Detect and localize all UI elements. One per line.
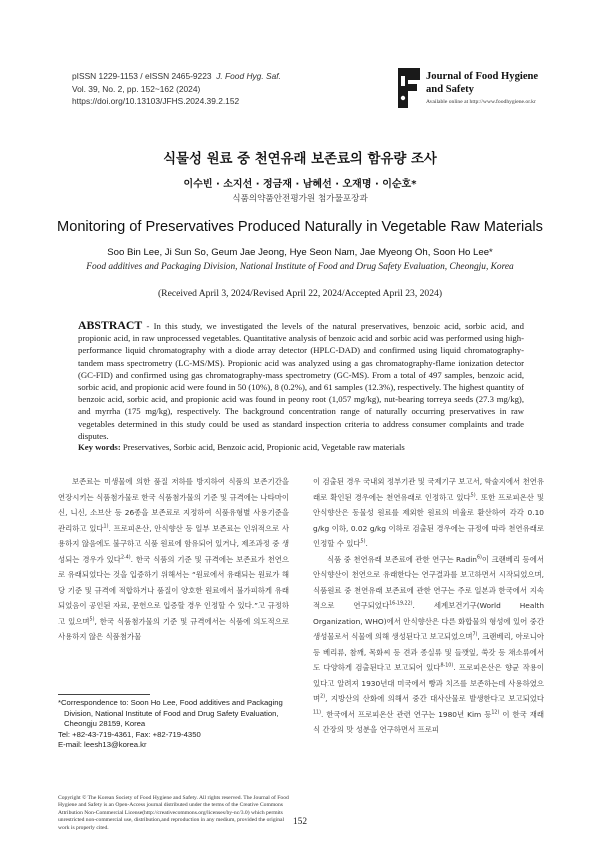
- correspondence-email[interactable]: E-mail: leesh13@korea.kr: [58, 740, 147, 750]
- authors-korean: 이수빈 · 소지선 · 정금재 · 남혜선 · 오재명 · 이순호*: [183, 179, 417, 190]
- citation[interactable]: 5): [89, 617, 95, 623]
- keywords-label: Key words:: [78, 442, 121, 452]
- doi-link[interactable]: https://doi.org/10.13103/JFHS.2024.39.2.152: [72, 96, 240, 106]
- citation[interactable]: 8-10): [440, 663, 454, 669]
- journal-logo: [398, 68, 546, 120]
- citation[interactable]: 2-4): [120, 555, 131, 561]
- abstract: [78, 319, 524, 442]
- body-column-right: [313, 474, 544, 738]
- citation[interactable]: 2): [320, 694, 326, 700]
- journal-url[interactable]: Available online at http://www.foodhygiene.or.kr: [426, 99, 536, 105]
- footnote-divider: [58, 694, 150, 695]
- journal-logo-title: Journal of Food Hygiene and Safety: [426, 71, 539, 95]
- paper-title-english: Monitoring of Preservatives Produced Naturally in Vegetable Raw Materials: [57, 219, 543, 235]
- volume-line: Vol. 39, No. 2, pp. 152~162 (2024): [72, 83, 201, 94]
- issn-line: pISSN 1229-1153 / eISSN 2465-9223 J. Food Hyg. Saf.: [72, 71, 281, 81]
- paper-title-korean: 식물성 원료 중 천연유래 보존료의 함유량 조사: [163, 152, 437, 167]
- citation[interactable]: 5): [470, 493, 476, 499]
- keywords-text: Preservatives, Sorbic acid, Benzoic acid, Propionic acid, Vegetable raw materials: [120, 442, 405, 452]
- citation[interactable]: 11): [313, 710, 321, 716]
- citation[interactable]: 7): [472, 632, 478, 638]
- citation[interactable]: 1): [103, 524, 109, 530]
- keywords: [78, 442, 524, 452]
- citation[interactable]: 6): [476, 555, 482, 561]
- journal-meta: [72, 70, 281, 108]
- authors-english: Soo Bin Lee, Ji Sun So, Geum Jae Jeong, Hye Seon Nam, Jae Myeong Oh, Soon Ho Lee*: [107, 247, 493, 258]
- affiliation-korean: 식품의약품안전평가원 첨가물포장과: [232, 194, 368, 204]
- citation[interactable]: 12): [491, 710, 500, 716]
- copyright-notice: Copyright © The Korean Society of Food Hygiene and Safety. All rights reserved. The Journal of Food Hygiene and Safety is an Open-Access journal distributed under the terms of the Creative Commons Attribution Non-Commercial License(http://creativecommons.org/licenses/by-nc/3.0) which permits unrestricted non-commercial use, distribution,and reproduction in any medium, provided the original work is properly cited.: [58, 795, 289, 831]
- journal-abbr: J. Food Hyg. Saf.: [216, 71, 281, 81]
- page-number: 152: [292, 817, 308, 827]
- received-dates: (Received April 3, 2024/Revised April 22, 2024/Accepted April 23, 2024): [157, 288, 443, 299]
- affiliation-english: Food additives and Packaging Division, National Institute of Food and Drug Safety Evaluation, Cheongju, Korea: [86, 262, 514, 272]
- body-column-left: [58, 474, 289, 645]
- journal-logo-icon: [398, 68, 420, 108]
- citation[interactable]: 16-19,22): [389, 601, 413, 607]
- abstract-text: - In this study, we investigated the levels of the natural preservatives, benzoic acid, sorbic acid, and propionic acid, in raw unprocessed vegetables. Quantitative analysis of benzoic acid and sorbic acid was performed using high-performance liquid chromatography with a diode array detector (HPLC-DAD) and confirmed using liquid chromatography-tandem mass spectrometry (LC-MS/MS). Propionic acid was analyzed using a gas chromatography-flame ionization detector (GC-FID) and confirmed using gas chromatography-mass spectrometry (GC-MS). From a total of 497 samples, benzoic acid, sorbic acid, and propionic acid were found in 50 (10%), 8 (0.2%), and 61 samples (12.3%), respectively. The highest quantity of benzoic acid, sorbic acid, and propionic acid was found in peony root (1,057 mg/kg), nut-bearing torreya seeds (27.3 mg/kg), and myrrha (175 mg/kg), respectively. The background concentration range of naturally occurring preservatives in raw vegetables determined in this study could be used as standard inspection criteria to address consumer complaints and trade disputes.: [78, 321, 524, 441]
- abstract-label: ABSTRACT: [78, 318, 143, 332]
- correspondence-footnote: *Correspondence to: Soon Ho Lee, Food additives and Packaging Division, National Institute of Food and Drug Safety Evaluation, Cheongju 28159, Korea Tel: +82-43-719-4361, Fax: +82-719-4350 E-mail: leesh13@korea.kr: [58, 698, 294, 751]
- citation[interactable]: 5): [360, 539, 366, 545]
- body-paragraph: 식품 중 천연유래 보존료에 관한 연구는 Radin$^{6)}$이 크랜베리 등에서 안식향산이 천연으로 유래한다는 연구결과를 보고하면서 시작되었으며, 식품원료 중 천연유래 보존료에 관한 연구는 주로 일본과 한국에서 지속적으로 연구되었다$^{16-19,22)}$. 세계보건기구(World Health Organization, WHO)에서 안식향산은 다른 화합물의 형성에 있어 중간 생성물로서 식물에 의해 생성된다고 보고되었으며$^{7)}$, 크랜베리, 아로니아 등 베리류, 참깨, 목화씨 등 견과 종실류 및 들깻잎, 쑥갓 등 채소류에서도 다양하게 검출된다고 보고되어 있다$^{8-10)}$. 프로피온산은 향균 작용이 있다고 알려져 1930년대 미국에서 빵과 치즈를 보존하는데 사용하였으며$^{2)}$, 지방산의 산화에 의해서 중간 대사산물로 발생한다고 보고되었다$^{11)}$. 한국에서 프로피온산 관련 연구는 1980년 Kim 등$^{12)}$ 이 한국 재래식 간장의 맛 성분을 연구하면서 프로피: [313, 554, 545, 734]
- body-paragraph: 보존료는 미생물에 의한 품질 저하를 방지하여 식품의 보존기간을 연장시키는 식품첨가물로 한국 식품첨가물의 기준 및 규격에는 나타마이신, 니신, 소브산 등 26종을 보존료로 지정하여 식품유형별 사용기준을 관리하고 있다$^{1)}$. 프로피온산, 안식향산 등 일부 보존료는 인위적으로 사용하지 않음에도 불구하고 식품 원료에 함유되어 있거나, 제조과정 중 생성되는 경우가 있다$^{2-4)}$. 한국 식품의 기준 및 규격에는 보존료가 천연으로 유래되었다는 것을 입증하기 위해서는 “원료에서 유래되는 원료가 해당 기준 및 규격에 적합하거나 품질이 양호한 원료에서 불가피하게 유래되었음이 공인된 자료, 문헌으로 입증할 경우 인정할 수 있다.”고 규정하고 있으며$^{5)}$, 한국 식품첨가물의 기준 및 규격에서는 식품에 의도적으로 사용하지 않은 식품첨가물: [58, 477, 290, 641]
- body-paragraph: 이 검출된 경우 국내외 정부기관 및 국제기구 보고서, 학술지에서 천연유래로 확인된 경우에는 천연유래로 인정하고 있다$^{5)}$. 또한 프로피온산 및 안식향산은 동물성 원료를 제외한 원료의 비율로 환산하여 각각 0.10 g/kg 이하, 0.02 g/kg 이하로 검출된 경우에는 규정에 따라 천연유래로 인정할 수 있다$^{5)}$.: [313, 477, 544, 548]
